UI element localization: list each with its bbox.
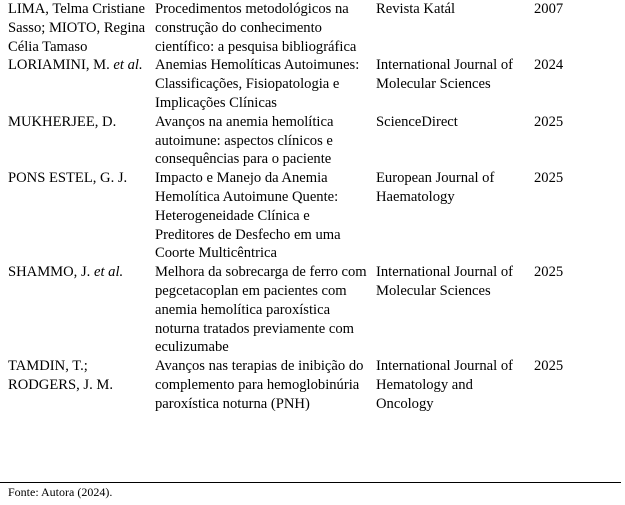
author-cell: SHAMMO, J. et al. <box>8 264 124 281</box>
title-cell: Anemias Hemolíticas Autoimunes: Classificações, Fisiopatologia e Implicações Clínicas <box>155 57 360 111</box>
et-al-text: et al. <box>113 57 143 74</box>
source-cell: International Journal of Hematology and Oncology <box>376 358 513 412</box>
table-bottom-rule <box>0 482 621 483</box>
title-cell: Avanços nas terapias de inibição do complemento para hemoglobinúria paroxística noturna (PNH) <box>155 358 364 412</box>
author-cell: LORIAMINI, M. et al. <box>8 57 143 74</box>
year-cell: 2025 <box>534 170 564 187</box>
year-cell: 2025 <box>534 113 564 130</box>
table-row <box>0 357 621 413</box>
table-row <box>0 263 621 357</box>
et-al-text: et al. <box>93 264 124 281</box>
year-cell: 2025 <box>534 358 564 375</box>
table-row <box>0 0 621 56</box>
author-cell: PONS ESTEL, G. J. <box>8 170 128 187</box>
source-cell: International Journal of Molecular Sciences <box>376 57 513 93</box>
table-row <box>0 113 621 169</box>
author-cell: TAMDIN, T.; RODGERS, J. M. <box>8 358 114 393</box>
year-cell: 2025 <box>534 264 564 281</box>
table-source-note: Fonte: Autora (2024). <box>8 485 113 499</box>
author-cell: LIMA, Telma Cristiane Sasso; MIOTO, Regina Célia Tamaso <box>8 1 146 55</box>
title-cell: Impacto e Manejo da Anemia Hemolítica Autoimune Quente: Heterogeneidade Clínica e Preditores de Desfecho em uma Coorte Multicêntrica <box>155 170 341 262</box>
source-cell: European Journal of Haematology <box>376 170 495 205</box>
title-cell: Avanços na anemia hemolítica autoimune: aspectos clínicos e consequências para o paciente <box>155 113 334 168</box>
title-cell: Melhora da sobrecarga de ferro com pegcetacoplan em pacientes com anemia hemolítica paroxística noturna tratados previamente com eculizumabe <box>155 264 367 356</box>
author-cell: MUKHERJEE, D. <box>8 113 117 130</box>
table-row <box>0 56 621 112</box>
source-cell: Revista Katál <box>376 1 456 17</box>
title-cell: Procedimentos metodológicos na construção do conhecimento científico: a pesquisa bibliográfica <box>155 1 357 55</box>
source-cell: ScienceDirect <box>376 113 458 130</box>
year-cell: 2024 <box>534 57 564 74</box>
year-cell: 2007 <box>534 1 564 17</box>
table-row <box>0 169 621 263</box>
source-cell: International Journal of Molecular Sciences <box>376 264 513 299</box>
